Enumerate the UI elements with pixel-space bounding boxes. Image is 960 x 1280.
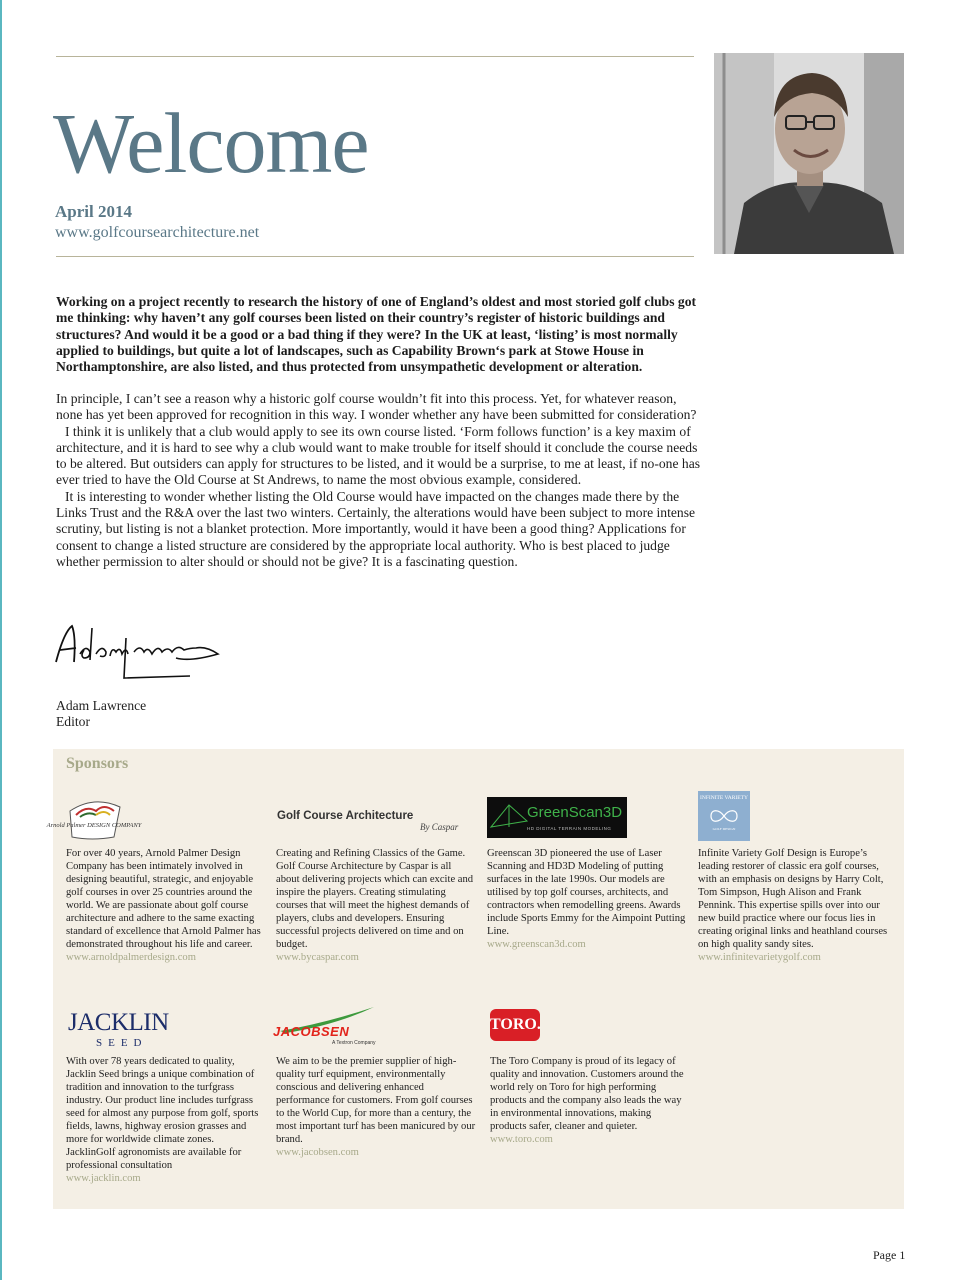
jacklin-logo-title: JACKLIN: [68, 1009, 169, 1036]
editor-signature: [50, 618, 230, 690]
toro-logo-badge: TORO.: [490, 1009, 540, 1041]
editor-photo: [714, 53, 904, 254]
infinite-variety-logo-sub: GOLF DESIGN: [712, 827, 736, 831]
arnold-palmer-umbrella-icon: [46, 797, 142, 841]
sponsor-description: Greenscan 3D pioneered the use of Laser Scanning and HD3D Modeling of putting surfaces in the late 1990s. Our models are utilised by top golf courses, architects, and contractors when remodelling greens. Awards include Sports Emmy for the Aimpoint Putting Line.: [487, 848, 686, 937]
header-rule-bottom: [56, 256, 694, 257]
website-link[interactable]: www.golfcoursearchitecture.net: [55, 224, 260, 241]
sponsor-card-infinite-variety: [698, 797, 898, 964]
jacobsen-logo-sub: A Textron Company: [332, 1040, 376, 1046]
jacklin-logo[interactable]: [66, 1005, 266, 1055]
article-body: [56, 391, 706, 570]
sponsor-description: Creating and Refining Classics of the Game. Golf Course Architecture by Caspar is all about delivering projects which can excite and inspire the players. Creating stimulating courses that will meet the highest demands of players, clubs and developers. Ensuring successful projects delivered on time and on budget.: [276, 848, 474, 950]
sponsor-description: With over 78 years dedicated to quality, Jacklin Seed brings a unique combination of tradition and innovation to the turfgrass industry. Our product line includes turfgrass seed for almost any purpose from golf, sports fields, lawns, highway erosion grasses and more for worldwide climate zones. JacklinGolf agronomists are available for professional consultation: [66, 1056, 259, 1171]
sponsor-card-jacklin: [66, 1005, 266, 1185]
sponsors-heading: Sponsors: [66, 755, 129, 772]
sponsor-url[interactable]: www.toro.com: [490, 1134, 553, 1145]
sponsor-url[interactable]: www.greenscan3d.com: [487, 939, 586, 950]
page-edge-accent: [0, 0, 2, 1280]
sponsor-card-caspar: [276, 797, 476, 964]
greenscan-logo-title: GreenScan3D: [527, 804, 623, 821]
sponsors-panel: [46, 749, 904, 1209]
editor-portrait-illustration: [714, 53, 904, 254]
greenscan-wireframe-icon: [489, 797, 529, 838]
editor-name: Adam Lawrence: [56, 698, 147, 713]
infinity-icon: [709, 809, 739, 823]
jacobsen-logo[interactable]: [273, 1005, 476, 1055]
arnold-palmer-logo[interactable]: [46, 797, 266, 847]
issue-date: April 2014: [55, 202, 132, 221]
sponsor-card-arnold-palmer: [46, 797, 266, 964]
greenscan-logo[interactable]: [487, 797, 687, 847]
sponsor-description: The Toro Company is proud of its legacy of quality and innovation. Customers around the world rely on Toro for high performing products and the company also leads the way in environmental innovations, making products safer, cleaner and quieter.: [490, 1056, 684, 1132]
infinite-variety-logo-title: INFINITE VARIETY: [700, 795, 748, 801]
body-paragraph-1: In principle, I can’t see a reason why a historic golf course wouldn’t fit into this process. Yet, for whatever reason, none has yet been approved for recognition in this way. I wonder whether any have been submitted for consideration?: [56, 391, 697, 423]
toro-logo[interactable]: [490, 1005, 690, 1055]
sponsor-url[interactable]: www.bycaspar.com: [276, 952, 359, 963]
intro-paragraph: Working on a project recently to research the history of one of England’s oldest and most storied golf clubs got me thinking: why haven’t any golf courses been listed on their country’s register of historic buildings and structures? And would it be a good or a bad thing if they were? In the UK at least, ‘listing’ is most normally applied to buildings, but quite a lot of landscapes, such as Capability Brown‘s park at Stowe House in Northamptonshire, are also listed, and thus protected from unsympathetic development or alteration.: [56, 294, 697, 375]
infinite-variety-logo[interactable]: [698, 797, 898, 847]
sponsor-card-toro: [490, 1005, 690, 1146]
jacklin-logo-sub: SEED: [96, 1037, 148, 1049]
sponsor-card-greenscan: [487, 797, 687, 951]
editor-role: Editor: [56, 714, 90, 729]
arnold-palmer-logo-text: Arnold Palmer DESIGN COMPANY: [46, 822, 142, 829]
greenscan-logo-sub: HD DIGITAL TERRAIN MODELING: [527, 826, 612, 831]
jacobsen-logo-title: JACOBSEN: [273, 1024, 350, 1039]
sponsor-url[interactable]: www.jacobsen.com: [276, 1147, 359, 1158]
sponsor-url[interactable]: www.infinitevarietygolf.com: [698, 952, 821, 963]
page-number: Page 1: [873, 1248, 906, 1262]
sponsor-url[interactable]: www.jacklin.com: [66, 1173, 141, 1184]
caspar-logo[interactable]: [276, 797, 476, 847]
greenscan-logo-box: [487, 797, 627, 838]
page-title: Welcome: [53, 95, 369, 191]
caspar-logo-sub: By Caspar: [420, 822, 459, 832]
caspar-logo-title: Golf Course Architecture: [277, 810, 414, 822]
sponsor-description: We aim to be the premier supplier of high-quality turf equipment, environmentally conscious and delivering enhanced performance for customers. From golf courses to the World Cup, for more than a century, the most important turf has been manicured by our brand.: [276, 1056, 476, 1145]
body-paragraph-3: It is interesting to wonder whether listing the Old Course would have impacted on the changes made there by the Links Trust and the R&A over the last two winters. Certainly, the alterations would have been subject to more intense scrutiny, but listing is not a blanket protection. More importantly, would it have been a good thing? Applications for consent to change a listed structure are considered by the appropriate local authority. Who is best placed to judge whether permission to alter should or should not be give? It is a fascinating question.: [56, 488, 696, 569]
body-paragraph-2: I think it is unlikely that a club would apply to see its own course listed. ‘Form follows function’ is a key maxim of architecture, and it is hard to see why a club would want to make trouble for itself should it conclude the course needs to be altered. But outsiders can apply for structures to be listed, and it would be a surprise, to me at least, if no-one has ever tried to have the Old Course at St Andrews, to name the most obvious example, considered.: [56, 423, 701, 488]
sponsor-description: For over 40 years, Arnold Palmer Design Company has been intimately involved in designing beautiful, strategic, and enjoyable golf courses in over 25 countries around the world. We are passionate about golf course architecture and adhere to the same exacting standard of excellence that Arnold Palmer has demonstrated throughout his life and career.: [66, 848, 261, 950]
sponsor-url[interactable]: www.arnoldpalmerdesign.com: [66, 952, 196, 963]
header-rule-top: [56, 56, 694, 57]
infinite-variety-logo-box: [698, 791, 750, 841]
sponsor-card-jacobsen: [273, 1005, 476, 1159]
sponsor-description: Infinite Variety Golf Design is Europe’s leading restorer of classic era golf courses, with an emphasis on designs by Harry Colt, Tom Simpson, Hugh Alison and Frank Pennink. This expertise spills over into our new build practice where our focus lies in creating original links and heathland courses on high quality sandy sites.: [698, 848, 888, 950]
